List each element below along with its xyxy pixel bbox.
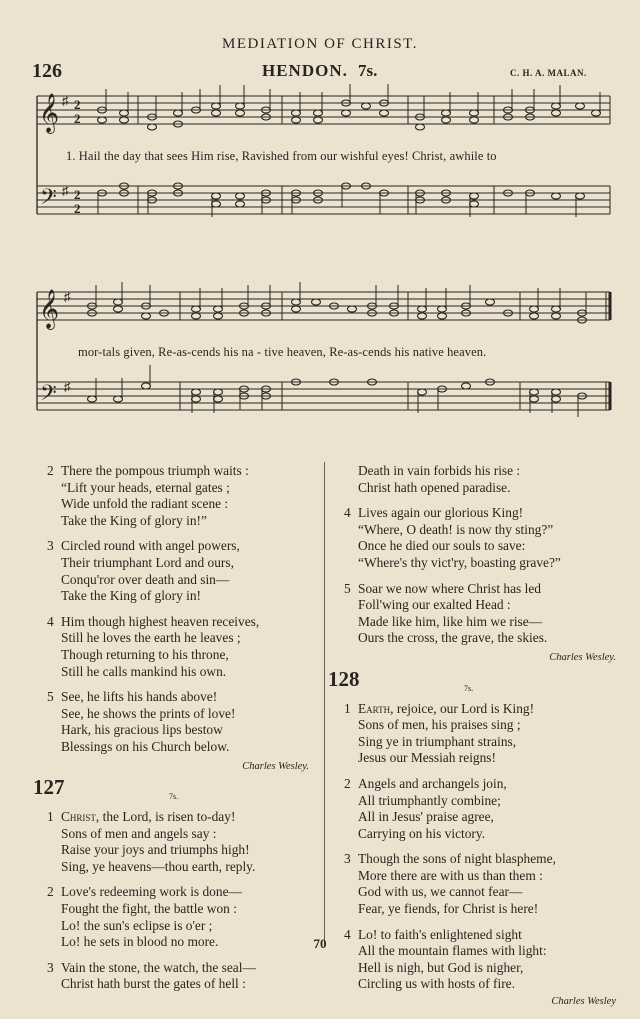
svg-text:𝄢: 𝄢	[40, 381, 57, 411]
stanza-127-4: 4 Lives again our glorious King! “Where, O death! is now thy sting?” Once he died our souls to save: “Where's thy vict'ry, boasting grave?”	[344, 505, 561, 570]
attribution-128: Charles Wesley	[551, 996, 616, 1008]
hymn-127-heading	[33, 775, 309, 807]
key-signature: ♯	[62, 93, 69, 108]
tune-name: HENDON.	[262, 61, 348, 80]
stanza-126-2: 2 There the pompous triumph waits : “Lift your heads, eternal gates ; Wide unfold the radiant scene : Take the King of glory in!”	[47, 463, 249, 528]
column-divider	[324, 462, 325, 942]
music-system-1	[0, 84, 640, 260]
attribution-127: Charles Wesley.	[549, 651, 616, 663]
music-system-2	[0, 282, 640, 442]
stanza-128-4: 4 Lo! to faith's enlightened sight All the mountain flames with light: Hell is nigh, but God is nigher, Circling us with hosts of fire.	[344, 926, 547, 992]
key-signature-bass: ♯	[62, 183, 69, 198]
stanza-126-4: 4 Him though highest heaven receives, Still he loves the earth he leaves ; Though returning to his throne, Still he calls mankind his own.	[47, 613, 260, 679]
treble-notes	[98, 100, 601, 130]
stanza-127-3: 3 Vain the stone, the watch, the seal— Christ hath burst the gates of hell :	[47, 959, 256, 992]
hymn-128-heading	[328, 666, 616, 699]
bass-notes	[98, 183, 585, 207]
composer: C. H. A. MALAN.	[510, 68, 587, 78]
hymn-number: 126	[32, 60, 62, 82]
meter-128: 7s.	[464, 683, 474, 693]
tune-meter: 7s.	[358, 61, 378, 80]
page-header: MEDIATION OF CHRIST.	[222, 36, 418, 52]
time-signature-bass: 2	[74, 187, 81, 202]
meter-127: 7s.	[169, 792, 179, 802]
music-lyric-line-2: mor-tals given, Re-as-cends his na - tive heaven, Re-as-cends his native heaven.	[78, 345, 487, 359]
stanza-128-2: 2 Angels and archangels join, All triumphantly combine; All in Jesus' praise agree, Carrying on his victory.	[344, 775, 507, 841]
treble-clef-icon: 𝄞	[39, 93, 60, 133]
svg-text:2: 2	[74, 201, 81, 216]
music-lyric-line-1: 1. Hail the day that sees Him rise, Ravished from our wishful eyes! Christ, awhile to	[66, 149, 497, 163]
hymn-number-128: 128	[328, 666, 360, 691]
svg-text:♯: ♯	[64, 289, 71, 304]
svg-text:♯: ♯	[64, 379, 71, 394]
stanza-128-1: 1 Earth, rejoice, our Lord is King! Sons of men, his praises sing ; Sing ye in triumphant strains, Jesus our Messiah reigns!	[344, 700, 535, 766]
page-number: 70	[313, 936, 327, 951]
stanza-127-1: 1 Christ, the Lord, is risen to-day! Sons of men and angels say : Raise your joys and triumphs high! Sing, ye heavens—thou earth, reply.	[47, 809, 256, 874]
attribution-126: Charles Wesley.	[242, 760, 309, 772]
stanza-127-2: 2 Love's redeeming work is done— Fought the fight, the battle won : Lo! the sun's eclipse is o'er ; Lo! he sets in blood no more.	[47, 884, 242, 950]
hymn-number-127: 127	[33, 775, 65, 800]
bass-clef-icon: 𝄢	[40, 185, 57, 215]
time-signature: 2	[74, 97, 81, 112]
tune-heading	[0, 60, 640, 84]
svg-text:2: 2	[74, 111, 81, 126]
stanza-127-3-continued: Death in vain forbids his rise : Christ hath opened paradise.	[358, 463, 521, 495]
stanza-126-5: 5 See, he lifts his hands above! See, he shows the prints of love! Hark, his gracious lips bestow Blessings on his Church below.	[47, 689, 236, 754]
left-column	[33, 463, 309, 1002]
stanza-126-3: 3 Circled round with angel powers, Their triumphant Lord and ours, Conqu'ror over death and sin— Take the King of glory in!	[47, 538, 240, 604]
svg-text:𝄞: 𝄞	[39, 289, 60, 329]
stanza-127-5: 5 Soar we now where Christ has led Foll'wing our exalted Head : Made like him, like him we rise— Ours the cross, the grave, the skies.	[344, 580, 548, 646]
stanza-128-3: 3 Though the sons of night blaspheme, More there are with us than them : God with us, we cannot fear— Fear, ye fiends, for Christ is here!	[344, 851, 556, 917]
